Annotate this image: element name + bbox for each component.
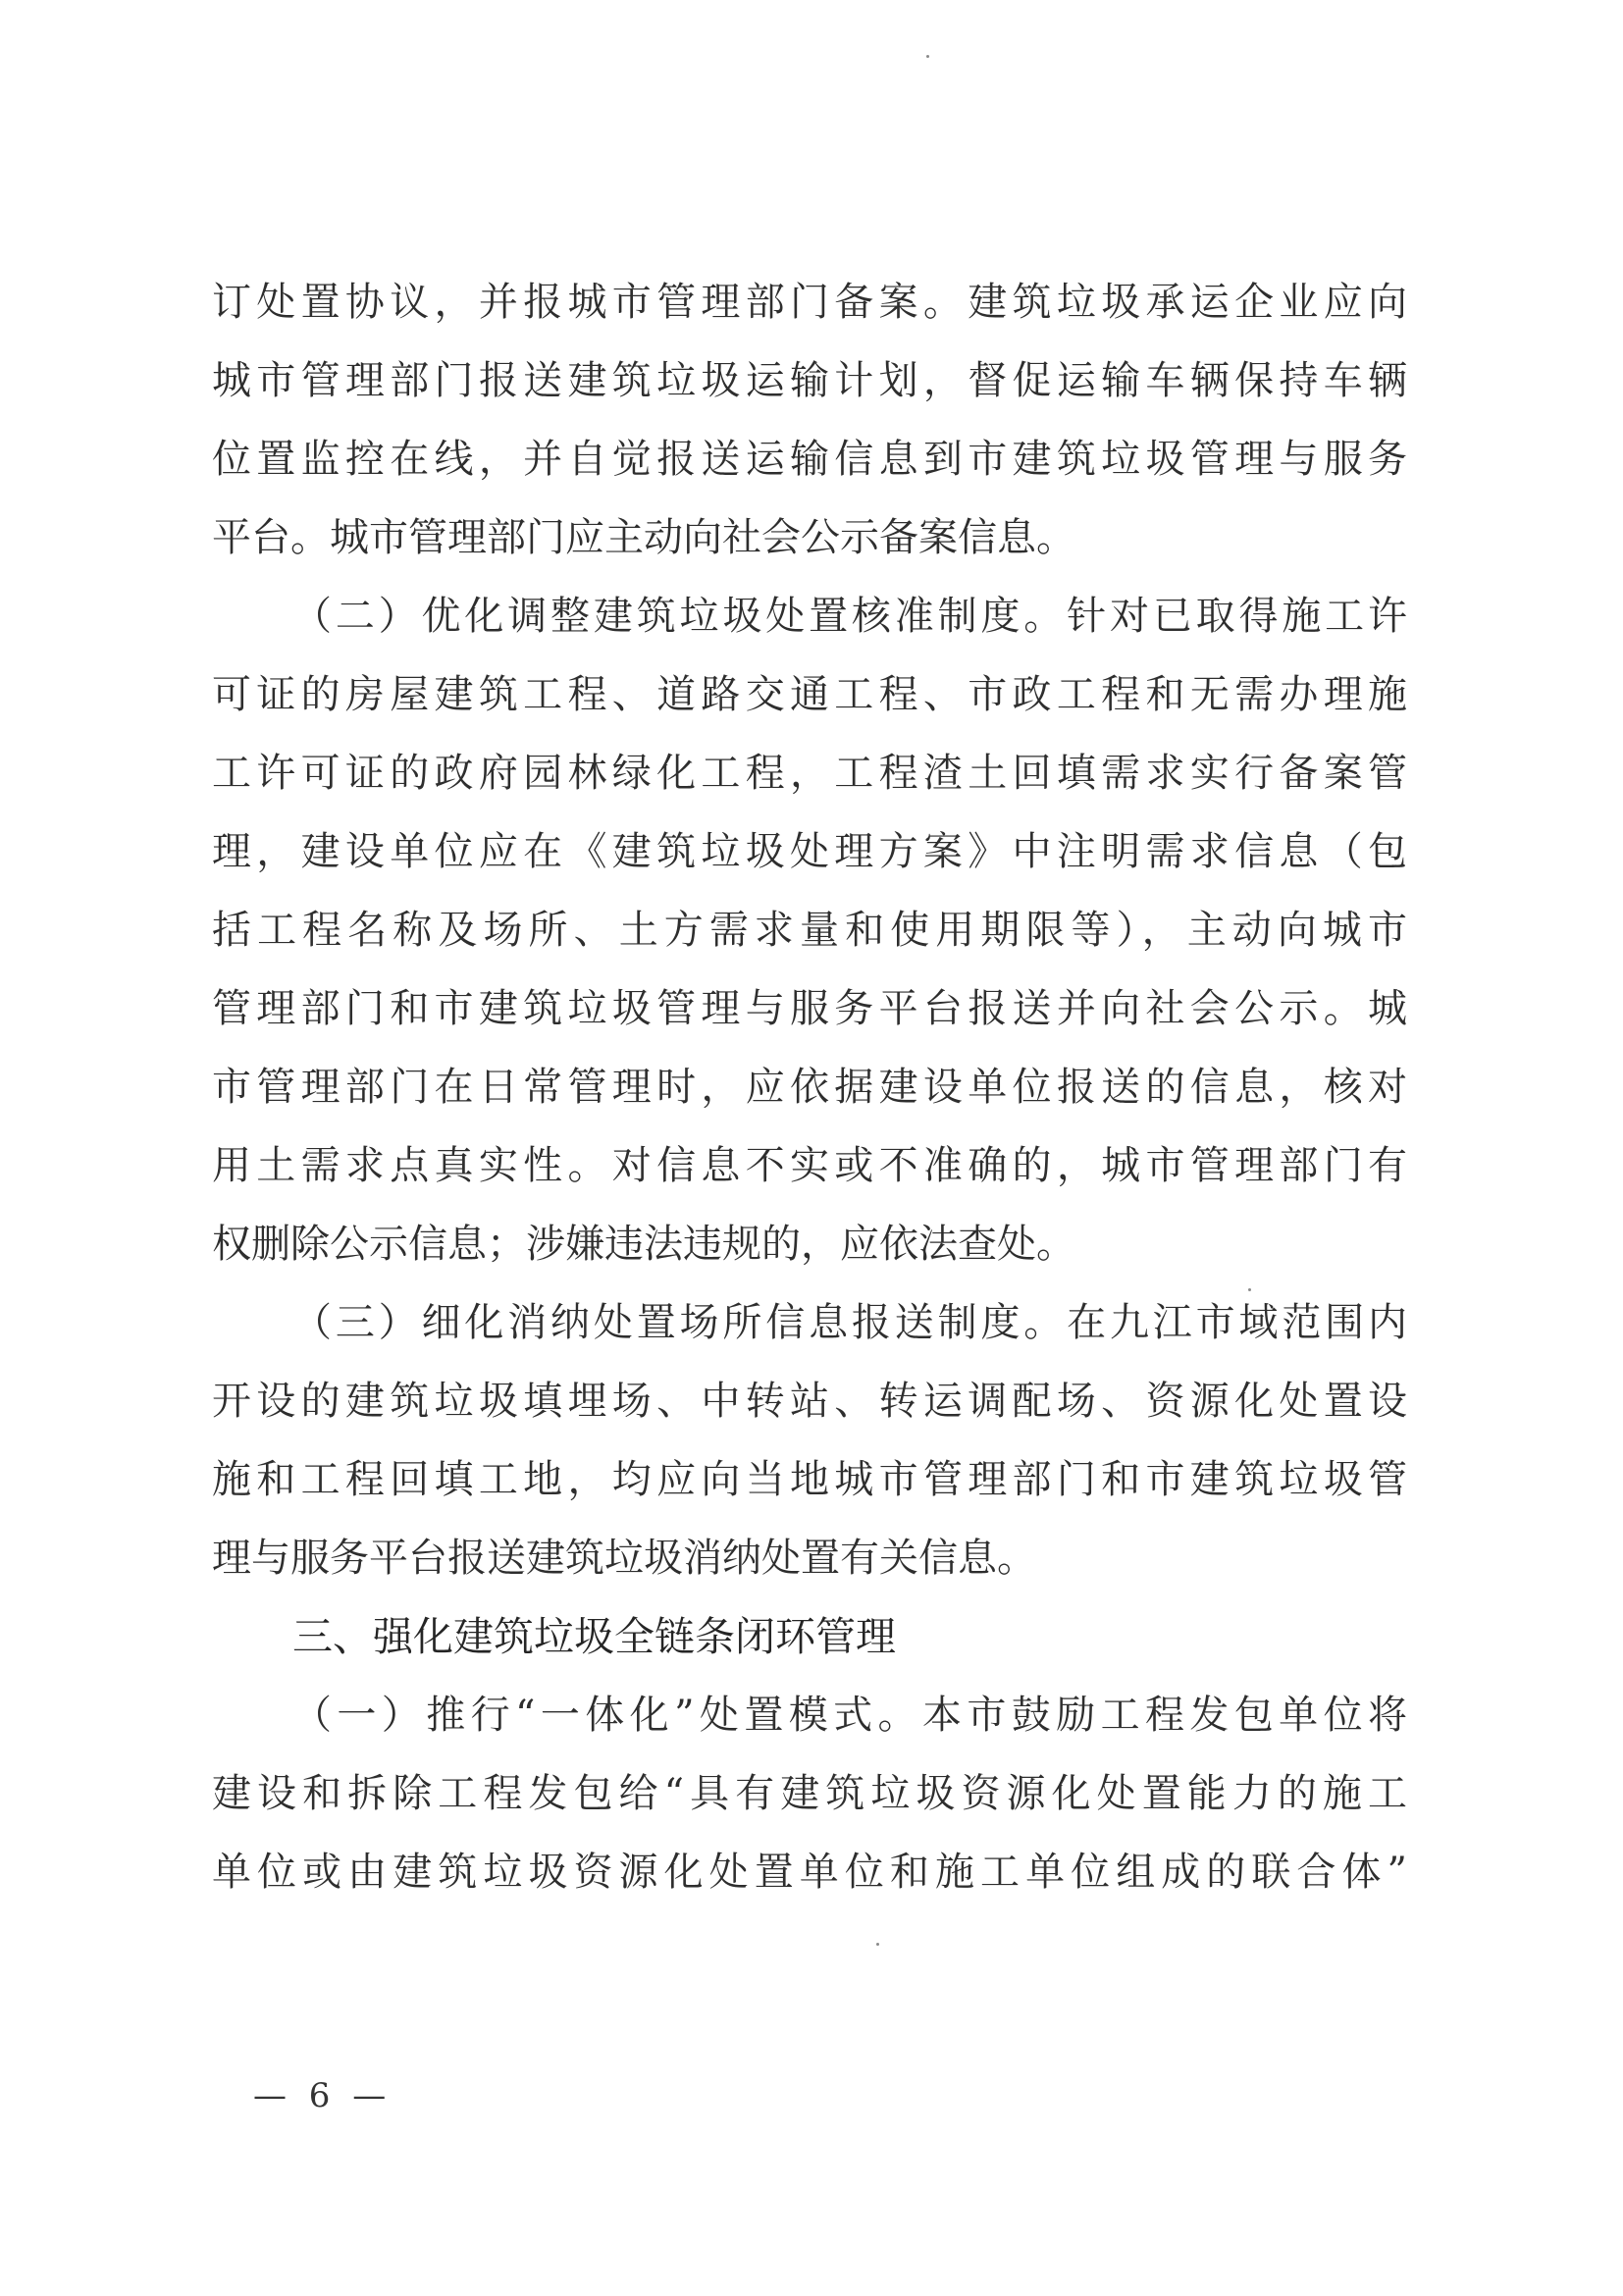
body-text bbox=[212, 263, 1407, 1911]
text-line: 权删除公示信息；涉嫌违法违规的，应依法查处。 bbox=[212, 1222, 1075, 1267]
text-line: 管理部门和市建筑垃圾管理与服务平台报送并向社会公示。城 bbox=[212, 986, 1407, 1031]
text-line: （一）推行“一体化”处置模式。本市鼓励工程发包单位将 bbox=[292, 1693, 1407, 1738]
text-line: 城市管理部门报送建筑垃圾运输计划，督促运输车辆保持车辆 bbox=[212, 358, 1407, 403]
text-line: 用土需求点真实性。对信息不实或不准确的，城市管理部门有 bbox=[212, 1143, 1407, 1188]
text-line: （二）优化调整建筑垃圾处置核准制度。针对已取得施工许 bbox=[292, 594, 1407, 639]
text-line: 理与服务平台报送建筑垃圾消纳处置有关信息。 bbox=[212, 1536, 1036, 1581]
text-line: 市管理部门在日常管理时，应依据建设单位报送的信息，核对 bbox=[212, 1065, 1407, 1110]
paragraph-2 bbox=[212, 577, 1407, 1283]
page-number: — 6 — bbox=[253, 2076, 393, 2115]
paragraph-1 bbox=[212, 263, 1407, 577]
section-heading: 三、强化建筑垃圾全链条闭环管理 bbox=[292, 1613, 896, 1660]
scan-speck bbox=[926, 55, 929, 58]
text-line: 单位或由建筑垃圾资源化处置单位和施工单位组成的联合体” bbox=[212, 1850, 1407, 1895]
text-line: 工许可证的政府园林绿化工程，工程渣土回填需求实行备案管 bbox=[212, 751, 1407, 796]
text-line: 订处置协议，并报城市管理部门备案。建筑垃圾承运企业应向 bbox=[212, 280, 1407, 325]
text-line: 平台。城市管理部门应主动向社会公示备案信息。 bbox=[212, 515, 1075, 560]
scan-speck bbox=[876, 1943, 879, 1946]
paragraph-4 bbox=[212, 1676, 1407, 1911]
text-line: 位置监控在线，并自觉报送运输信息到市建筑垃圾管理与服务 bbox=[212, 437, 1407, 482]
text-line: 括工程名称及场所、土方需求量和使用期限等），主动向城市 bbox=[212, 908, 1407, 953]
text-line: 理，建设单位应在《建筑垃圾处理方案》中注明需求信息（包 bbox=[212, 829, 1407, 874]
text-line: 可证的房屋建筑工程、道路交通工程、市政工程和无需办理施 bbox=[212, 672, 1407, 717]
text-line: 施和工程回填工地，均应向当地城市管理部门和市建筑垃圾管 bbox=[212, 1457, 1407, 1502]
text-line: （三）细化消纳处置场所信息报送制度。在九江市域范围内 bbox=[292, 1300, 1407, 1345]
paragraph-3 bbox=[212, 1283, 1407, 1597]
text-line: 建设和拆除工程发包给“具有建筑垃圾资源化处置能力的施工 bbox=[212, 1771, 1407, 1816]
text-line: 开设的建筑垃圾填埋场、中转站、转运调配场、资源化处置设 bbox=[212, 1379, 1407, 1424]
